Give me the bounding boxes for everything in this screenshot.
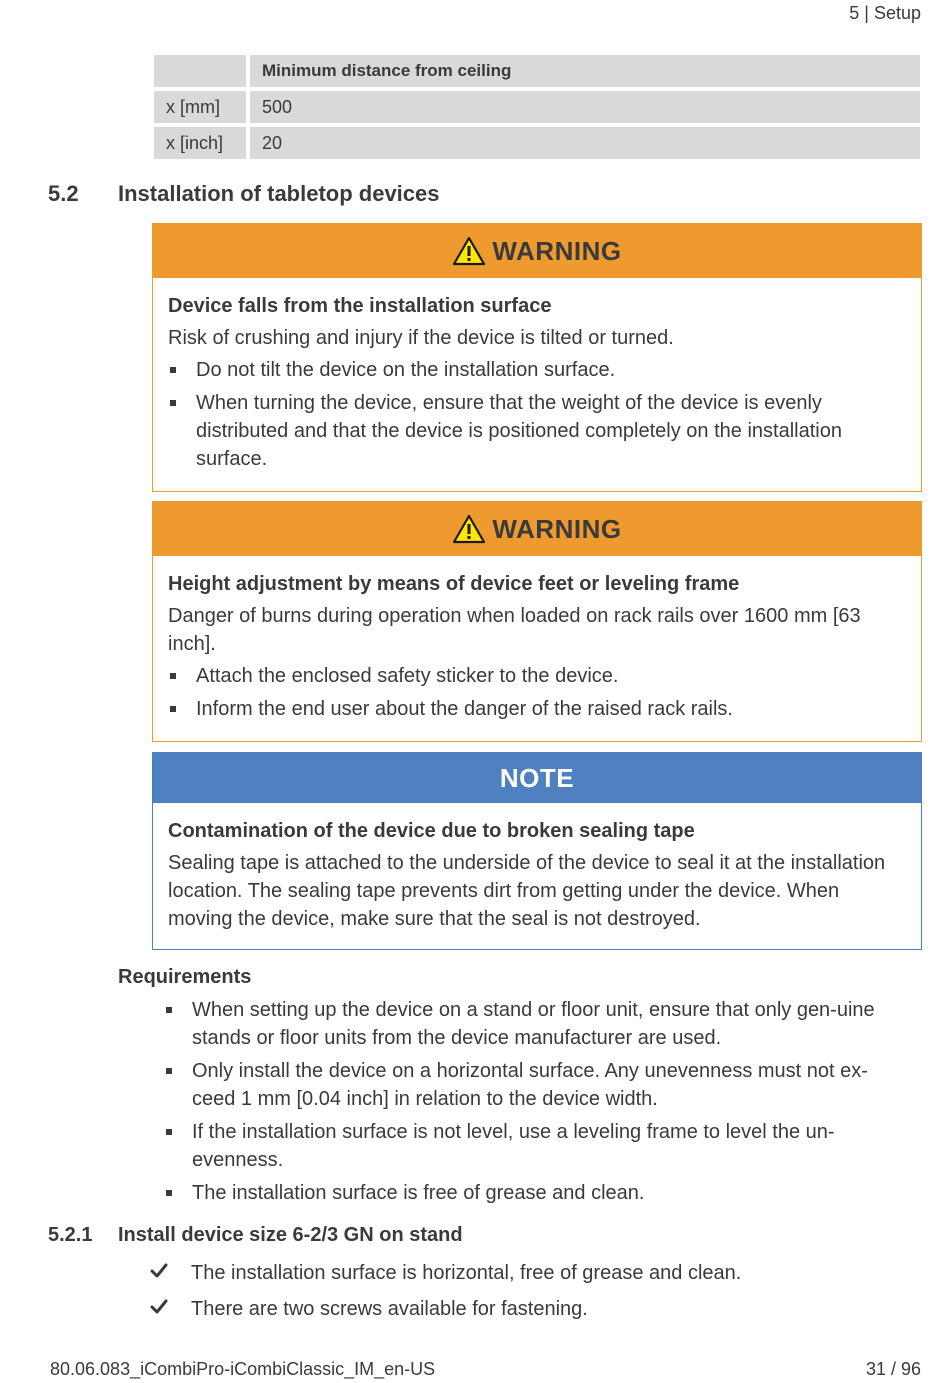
note-header	[153, 753, 921, 803]
warning-triangle-icon	[452, 514, 486, 544]
note-label: NOTE	[499, 762, 575, 793]
table-cell: x [inch]	[154, 127, 246, 159]
running-header: 5 | Setup	[849, 3, 921, 23]
table-header-cell	[154, 55, 246, 87]
section-heading	[0, 181, 950, 211]
table-cell: x [mm]	[154, 91, 246, 123]
warning-header	[153, 224, 921, 278]
warning-body	[153, 556, 921, 742]
checkmark-icon	[150, 1262, 168, 1280]
section-title: Installation of tabletop devices	[118, 181, 440, 206]
list-item: Only install the device on a horizontal surface. Any unevenness must not ex-ceed 1 mm [0.04 inch] in relation to the device width.	[164, 1057, 908, 1113]
list-item	[150, 1259, 910, 1287]
warning-text: Risk of crushing and injury if the device is tilted or turned.	[168, 327, 674, 349]
table-cell: 20	[250, 127, 920, 159]
warning-box	[152, 501, 922, 742]
list-item: Inform the end user about the danger of the raised rack rails.	[168, 695, 905, 723]
subsection-number: 5.2.1	[48, 1224, 93, 1246]
check-text: There are two screws available for fastening.	[191, 1298, 588, 1320]
warning-body	[153, 278, 921, 492]
warning-triangle-icon	[452, 236, 486, 266]
list-item: Attach the enclosed safety sticker to the device.	[168, 662, 905, 690]
table-row	[154, 127, 920, 159]
checkmark-icon	[150, 1298, 168, 1316]
section-number: 5.2	[48, 181, 79, 206]
note-body	[153, 803, 921, 951]
list-item: When setting up the device on a stand or floor unit, ensure that only gen-uine stands or floor units from the device manufacturer are used.	[164, 996, 908, 1052]
list-item: The installation surface is free of grease and clean.	[164, 1179, 908, 1207]
list-item: When turning the device, ensure that the weight of the device is evenly distributed and that the device is positioned completely on the installation surface.	[168, 389, 905, 473]
subsection-heading	[0, 1224, 950, 1252]
note-box	[152, 752, 922, 950]
subsection-title: Install device size 6-2/3 GN on stand	[118, 1224, 463, 1246]
warning-list	[168, 662, 905, 723]
table-header-cell: Minimum distance from ceiling	[250, 55, 920, 87]
distance-table	[154, 55, 920, 163]
table-row	[154, 91, 920, 123]
requirements-title: Requirements	[118, 966, 252, 988]
footer-doc-id: 80.06.083_iCombiPro-iCombiClassic_IM_en-US	[50, 1359, 436, 1379]
warning-title: Height adjustment by means of device feet or leveling frame	[168, 573, 740, 595]
list-item: Do not tilt the device on the installation surface.	[168, 356, 905, 384]
warning-list	[168, 356, 905, 473]
precondition-list	[150, 1259, 910, 1331]
warning-text: Danger of burns during operation when loaded on rack rails over 1600 mm [63 inch].	[168, 605, 861, 655]
note-title: Contamination of the device due to broken sealing tape	[168, 820, 695, 842]
table-header-row	[154, 55, 920, 87]
warning-label: WARNING	[492, 235, 622, 266]
list-item: If the installation surface is not level, use a leveling frame to level the un-evenness.	[164, 1118, 908, 1174]
note-text: Sealing tape is attached to the underside of the device to seal it at the installation location. The sealing tape prevents dirt from getting under the device. When moving the device, make sure that the seal is not destroyed.	[168, 852, 886, 930]
warning-label: WARNING	[492, 513, 622, 544]
check-text: The installation surface is horizontal, free of grease and clean.	[191, 1262, 742, 1284]
requirements-list	[164, 996, 908, 1207]
list-item	[150, 1295, 910, 1323]
table-cell: 500	[250, 91, 920, 123]
footer-page-number: 31 / 96	[865, 1359, 921, 1379]
warning-header	[153, 502, 921, 556]
requirements-block	[118, 963, 908, 1212]
warning-title: Device falls from the installation surface	[168, 295, 552, 317]
warning-box	[152, 223, 922, 492]
